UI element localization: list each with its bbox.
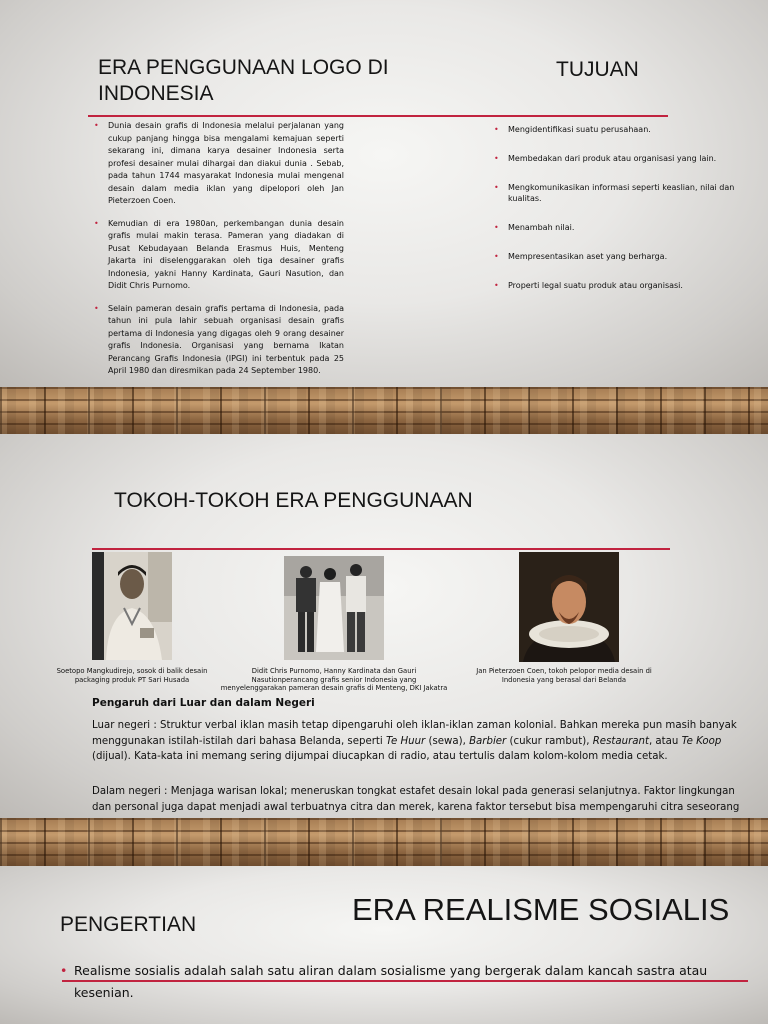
slide-1-right-title: TUJUAN: [556, 58, 639, 81]
slide-3-subtitle: PENGERTIAN: [60, 913, 197, 936]
right-bullet-5: • Mempresentasikan aset yang berharga.: [508, 251, 758, 262]
right-bullet-3: • Mengkomunikasikan informasi seperti keaslian, nilai dan kualitas.: [508, 182, 758, 204]
slide-3-bullet: • Realisme sosialis adalah salah satu aliran dalam sosialisme yang bergerak dalam kancah sastra atau kesenian.: [74, 960, 714, 1004]
photo-soetopo: [92, 552, 172, 660]
slide-2-title: TOKOH-TOKOH ERA PENGGUNAAN: [114, 489, 473, 512]
photo-three-designers: [284, 556, 384, 660]
section-title: Pengaruh dari Luar dan dalam Negeri: [92, 697, 315, 709]
slide-1-right-list: [508, 124, 758, 309]
caption-jan-pieterzoen-coen: Jan Pieterzoen Coen, tokoh pelopor media desain di Indonesia yang berasal dari Belanda: [476, 667, 652, 684]
right-bullet-4: • Menambah nilai.: [508, 222, 758, 233]
p1-text-b: (sewa),: [425, 735, 470, 747]
slide-3-title: ERA REALISME SOSIALIS: [352, 892, 730, 927]
slide-3-list: [74, 960, 714, 1004]
left-bullet-1: • Dunia desain grafis di Indonesia melalui perjalanan yang cukup panjang hingga bisa mengalami kemajuan seperti sekarang ini, dimana karya desainer Indonesia serta profesi desainer mulai dihargai dan diakui dunia . Sebab, pada tahun 1744 masyarakat Indonesia mulai mengenal desain dalam media iklan yang dipelopori oleh Jan Pieterzoen Coen.: [108, 120, 344, 208]
caption-soetopo: Soetopo Mangkudirejo, sosok di balik desain packaging produk PT Sari Husada: [56, 667, 208, 684]
photo-jan-pieterzoen-coen: [519, 552, 619, 662]
right-bullet-1: • Mengidentifikasi suatu perusahaan.: [508, 124, 758, 135]
p1-text-e: (dijual). Kata-kata ini memang sering dijumpai diucapkan di radio, atau tertulis dalam kolom-kolom media cetak.: [92, 751, 668, 762]
p1-text-a: Luar negeri : Struktur verbal iklan masih tetap dipengaruhi oleh iklan-iklan zaman kolonial. Bahkan mereka pun masih banyak menggunakan istilah-istilah dari bahasa Belanda, seperti: [92, 720, 737, 747]
wood-floor-1: [0, 387, 768, 434]
slide-2-rule: [92, 548, 670, 550]
slide-1-title: ERA PENGGUNAAN LOGO DI INDONESIA: [98, 56, 389, 105]
paragraph-dalam-negeri: Dalam negeri : Menjaga warisan lokal; meneruskan tongkat estafet desain lokal pada generasi selanjutnya. Faktor lingkungan dan personal juga dapat menjadi awal terbuatnya citra dan merek, karena faktor tersebut bisa mempengaruhi citra seseorang: [92, 786, 740, 813]
left-bullet-2: • Kemudian di era 1980an, perkembangan dunia desain grafis mulai makin terasa. Pameran yang diadakan di Pusat Kebudayaan Belanda Erasmus Huis, Menteng Jakarta ini diselenggarakan oleh tiga desainer grafis Indonesia, yakni Hanny Kardinata, Gauri Nasution, dan Didit Chris Purnomo.: [108, 218, 344, 293]
right-bullet-2: • Membedakan dari produk atau organisasi yang lain.: [508, 153, 758, 164]
slide-1-left-list: [108, 120, 344, 387]
wood-floor-2: [0, 818, 768, 866]
slide-1: [0, 0, 768, 387]
p1-italic-barbier: Barbier: [469, 735, 507, 747]
paragraph-luar-negeri: [92, 718, 752, 765]
left-bullet-3: • Selain pameran desain grafis pertama di Indonesia, pada tahun ini pula lahir sebuah organisasi desain grafis pertama di Indonesia yang digagas oleh 9 orang desainer grafis Indonesia. Organisasi yang bernama Ikatan Perancang Grafis Indonesia (IPGI) ini terbentuk pada 25 April 1980 dan diresmikan pada 24 September 1980.: [108, 303, 344, 378]
slide-3: [0, 866, 768, 1024]
p1-text-d: , atau: [648, 735, 682, 747]
right-bullet-6: • Properti legal suatu produk atau organisasi.: [508, 280, 758, 291]
p1-italic-te-koop: Te Koop: [681, 735, 722, 747]
p1-italic-restaurant: Restaurant: [592, 735, 649, 747]
caption-three-designers: Didit Chris Purnomo, Hanny Kardinata dan Gauri Nasutionperancang grafis senior Indonesia yang menyelenggarakan pameran desain grafis di Menteng, DKI Jakatra: [220, 667, 448, 692]
slide-1-rule: [88, 115, 668, 117]
p1-italic-te-huur: Te Huur: [386, 735, 426, 747]
p1-text-c: (cukur rambut),: [506, 735, 593, 747]
